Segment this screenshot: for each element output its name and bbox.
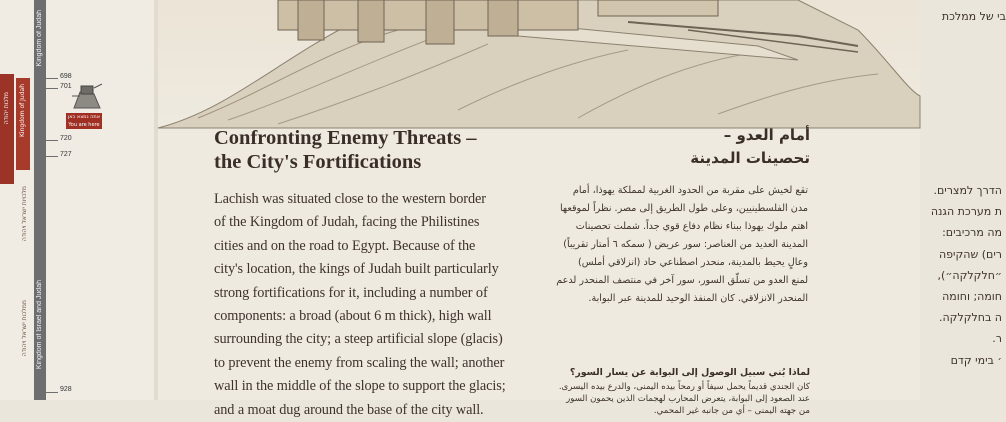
arabic-sub-line: من جهته اليمنى – أي من جانبه غير المحمي. (653, 406, 810, 416)
hebrew-body (812, 180, 1002, 371)
axis-label-kingdom-of-israel-and-judah: Kingdom of Israel and Judah (36, 280, 43, 370)
english-body-line: strong fortifications for it, including a number of (214, 284, 488, 301)
arabic-sub-line: كان الجندي قديماً يحمل سيفاً أو رمحاً بيده اليمنى، والدرع بيده اليسرى. (558, 382, 810, 392)
timeline-side-label-arabic: ממלכות ישראל ויהודה (21, 300, 28, 357)
arabic-body-line: وعالٍ يحيط بالمدينة، منحدر اصطناعي حاد (انزلاقي أملس) (578, 257, 808, 268)
arabic-sub-body (528, 381, 810, 417)
timeline-tick (46, 392, 58, 393)
arabic-body-line: تقع لخيش على مقربة من الحدود الغربية لمملكة يهوذا، أمام (572, 185, 808, 196)
english-body-line: cities and on the road to Egypt. Because of the (214, 237, 476, 254)
timeline-tick (46, 78, 58, 79)
arabic-body-line: المدينة العديد من العناصر: سور عريض ( سمكه ٦ أمتار تقريباً) (563, 239, 808, 250)
timeline-strip (0, 0, 156, 400)
red-period-band (0, 74, 14, 184)
red-band-label-hebrew: מלכות יהודה (3, 92, 10, 125)
arabic-body-line: اهتم ملوك يهوذا ببناء نظام دفاع قوي جداً. شملت تحصينات (575, 221, 808, 232)
hebrew-top-line: בי של ממלכת (941, 10, 1006, 23)
arabic-body-line: لمنع العدو من تسلّق السور، سور آخر في منتصف المنحدر لدعم (556, 275, 808, 286)
english-body-line: wall in the middle of the slope to support the glacis; (214, 378, 506, 395)
red-band-label-english: Kingdom of Judah (19, 84, 26, 137)
english-body-line: components: a broad (about 6 m thick), high wall (214, 308, 492, 325)
english-title-line: the City's Fortifications (214, 151, 422, 173)
english-title-line: Confronting Enemy Threats – (214, 127, 477, 149)
axis-label-kingdom-of-judah: Kingdom of Judah (36, 10, 43, 67)
english-title (214, 126, 514, 174)
hebrew-body-line: ה בחלקלקה. (938, 311, 1002, 325)
year-label: 928 (60, 386, 72, 393)
hebrew-body-line: מה מרכיבים: (942, 226, 1002, 240)
timeline-side-label-hebrew: מלכויות ישראל ויהודה (21, 186, 28, 242)
arabic-subheading: لماذا بُني سبيل الوصول إلى البوابة عن يسار السور؟ (569, 367, 810, 378)
english-body-line: to prevent the enemy from scaling the wall; another (214, 354, 505, 371)
lachish-city-icon (70, 78, 104, 112)
hebrew-body-line: הדרך למצרים. (933, 184, 1002, 197)
english-body-line: and a moat dug around the base of the city wall. (214, 401, 484, 418)
hebrew-body-line: רים) שהקיפה (938, 247, 1002, 261)
hebrew-body-line: ׳ בימי קדם (950, 353, 1002, 367)
arabic-title-line: تحصينات المدينة (690, 149, 810, 167)
english-body-line: city's location, the kings of Judah built particularly (214, 261, 499, 278)
hebrew-body-line: חומה; וחומה (942, 290, 1002, 304)
arabic-body (530, 182, 808, 308)
hebrew-body-line: ת מערכת הגנה (930, 205, 1002, 219)
arabic-sub-line: عند الصعود إلى البوابة، يتعرض المحارب لهجمات الذين يحمون السور (566, 394, 810, 404)
hebrew-body-line: ״חלקלקה״), (937, 268, 1002, 282)
timeline-tick (46, 88, 58, 89)
english-body-line: surrounding the city; a steep artificial slope (glacis) (214, 331, 503, 348)
badge-hebrew-text: אתה נמצא כאן (67, 114, 101, 120)
you-are-here-badge (66, 113, 102, 129)
fortified-city-illustration (158, 0, 920, 128)
english-body (214, 188, 514, 422)
year-label: 720 (60, 135, 72, 142)
timeline-tick (46, 156, 58, 157)
hebrew-body-line: ר. (992, 332, 1002, 346)
year-label: 701 (60, 83, 72, 90)
english-body-line: of the Kingdom of Judah, facing the Philistines (214, 214, 480, 231)
arabic-body-line: المنحدر الانزلاقي. كان المنفذ الوحيد للمدينة عبر البوابة. (588, 293, 808, 304)
timeline-tick (46, 140, 58, 141)
year-label: 727 (60, 151, 72, 158)
arabic-title-line: أمام العدو – (723, 126, 810, 144)
badge-english-text: You are here (68, 122, 100, 128)
year-label: 698 (60, 73, 72, 80)
english-body-line: Lachish was situated close to the western border (214, 191, 486, 207)
arabic-body-line: مدن الفلسطينيين، وعلى طول الطريق إلى مصر. نظراً لموقعها (559, 203, 808, 214)
arabic-title (590, 124, 810, 170)
